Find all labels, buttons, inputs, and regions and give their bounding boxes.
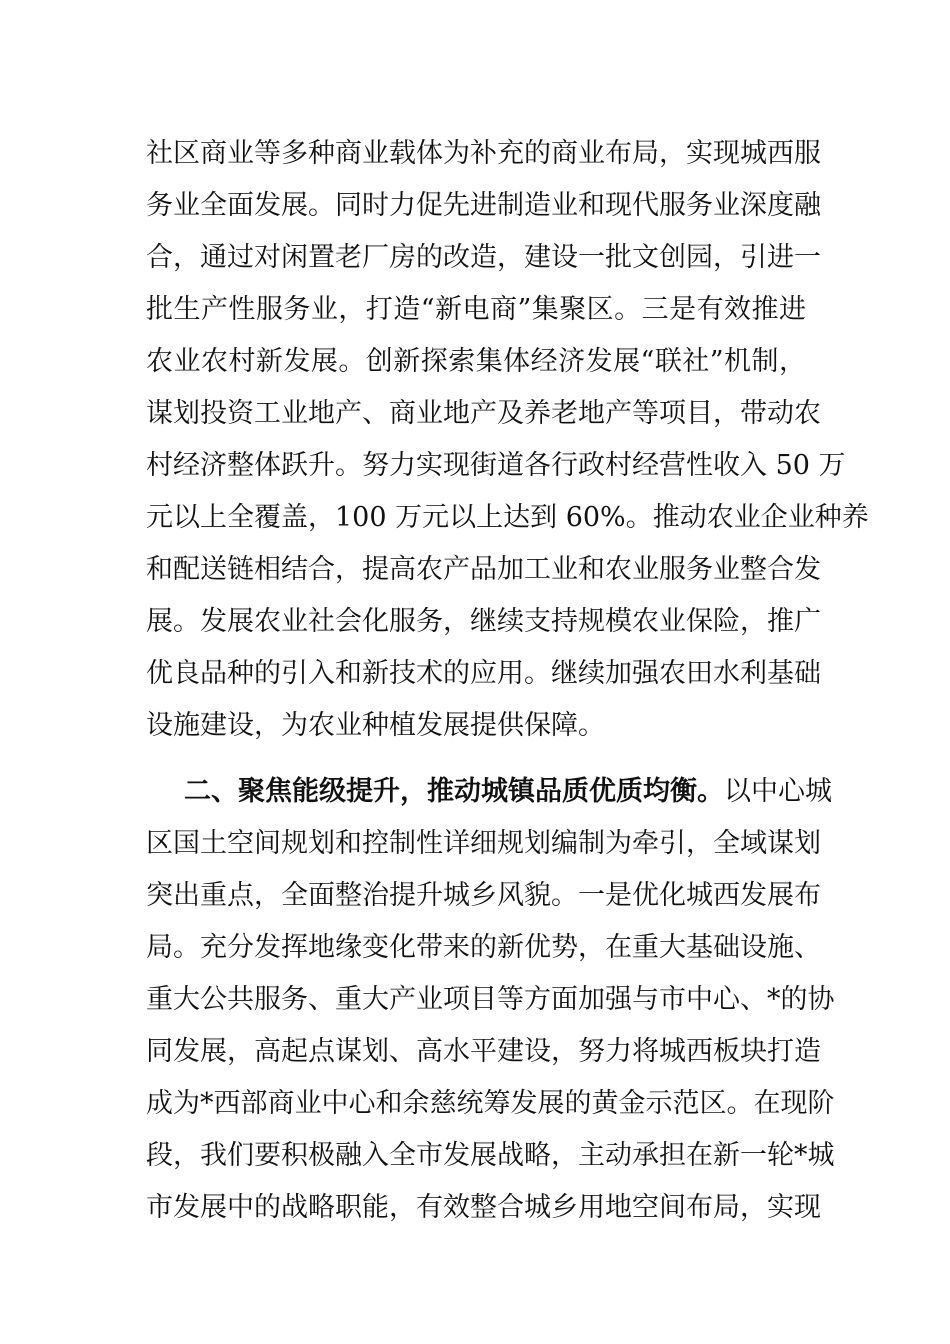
paragraph-2-line-8: 段，我们要积极融入全市发展战略，主动承担在新一轮*城 [146, 1140, 835, 1171]
paragraph-1-line-10: 展。发展农业社会化服务，继续支持规模农业保险，推广 [146, 606, 821, 637]
paragraph-1-line-5: 农业农村新发展。创新探索集体经济发展“联社”机制， [146, 346, 806, 377]
paragraph-1-line-6: 谋划投资工业地产、商业地产及养老地产等项目，带动农 [146, 398, 821, 429]
section-heading: 二、聚焦能级提升，推动城镇品质优质均衡。 [184, 776, 724, 807]
paragraph-1-line-3: 合，通过对闲置老厂房的改造，建设一批文创园，引进一 [146, 242, 821, 273]
paragraph-1-line-7: 村经济整体跃升。努力实现街道各行政村经营性收入 50 万 [146, 450, 846, 481]
paragraph-1-line-9: 和配送链相结合，提高农产品加工业和农业服务业整合发 [146, 554, 821, 585]
paragraph-2-line-4: 局。充分发挥地缘变化带来的新优势，在重大基础设施、 [146, 932, 821, 963]
paragraph-1-line-1: 社区商业等多种商业载体为补充的商业布局，实现城西服 [146, 138, 821, 169]
paragraph-1-line-4: 批生产性服务业，打造“新电商”集聚区。三是有效推进 [146, 294, 806, 325]
paragraph-2-line-6: 同发展，高起点谋划、高水平建设，努力将城西板块打造 [146, 1036, 821, 1067]
paragraph-2-line-3: 突出重点，全面整治提升城乡风貌。一是优化城西发展布 [146, 880, 821, 911]
paragraph-2-line-7: 成为*西部商业中心和余慈统筹发展的黄金示范区。在现阶 [146, 1088, 835, 1119]
paragraph-2-line-5: 重大公共服务、重大产业项目等方面加强与市中心、*的协 [146, 984, 835, 1015]
paragraph-1-line-12: 设施建设，为农业种植发展提供保障。 [146, 710, 605, 741]
paragraph-1-line-11: 优良品种的引入和新技术的应用。继续加强农田水利基础 [146, 658, 821, 689]
paragraph-2-line-2: 区国土空间规划和控制性详细规划编制为牵引，全域谋划 [146, 828, 821, 859]
paragraph-1-line-8: 元以上全覆盖，100 万元以上达到 60%。推动农业企业种养 [146, 502, 869, 533]
paragraph-2-line-9: 市发展中的战略职能，有效整合城乡用地空间布局，实现 [146, 1192, 821, 1223]
paragraph-2-first-line-text: 以中心城 [724, 776, 832, 807]
paragraph-2-first-line [184, 772, 832, 812]
paragraph-1-line-2: 务业全面发展。同时力促先进制造业和现代服务业深度融 [146, 190, 821, 221]
